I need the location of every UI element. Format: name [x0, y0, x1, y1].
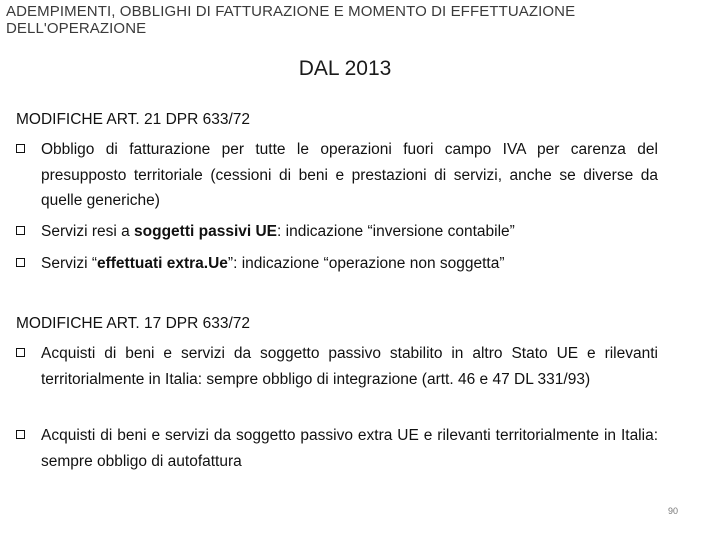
list-item: [16, 341, 658, 392]
bullet-text: [41, 341, 658, 392]
section-heading-art17: MODIFICHE ART. 17 DPR 633/72: [16, 315, 251, 332]
bullet-text-segment: Acquisti di beni e servizi da soggetto passivo stabilito in altro Stato UE e rilevanti territorialmente in Italia: sempre obbligo di integrazione (artt. 46 e 47 DL 331/93): [41, 345, 658, 388]
checkbox-square-icon: [16, 348, 25, 357]
page-number: 90: [667, 506, 678, 516]
section-heading-art21: MODIFICHE ART. 21 DPR 633/72: [16, 111, 251, 128]
list-item: [16, 251, 658, 277]
bullet-text-segment: Servizi “: [41, 255, 97, 272]
page-title: ADEMPIMENTI, OBBLIGHI DI FATTURAZIONE E MOMENTO DI EFFETTUAZIONE DELL'OPERAZIONE: [6, 3, 576, 37]
checkbox-square-icon: [16, 258, 25, 267]
bullet-text: [41, 423, 658, 474]
checkbox-square-icon: [16, 144, 25, 153]
list-item: [16, 423, 658, 474]
bullet-text-segment: Servizi resi a: [41, 223, 135, 240]
bullet-text: [41, 137, 658, 214]
checkbox-square-icon: [16, 226, 25, 235]
bullet-text: [41, 251, 658, 277]
subtitle: DAL 2013: [298, 57, 392, 80]
bullet-text: [41, 219, 658, 245]
list-item: [16, 137, 658, 214]
bullet-text-segment: Obbligo di fatturazione per tutte le operazioni fuori campo IVA per carenza del presupposto territoriale (cessioni di beni e prestazioni di servizi, anche se diverse da quelle generiche): [41, 141, 658, 209]
list-item: [16, 219, 658, 245]
bullet-text-bold: effettuati extra.Ue: [96, 255, 228, 272]
bullet-text-segment: ”: indicazione “operazione non soggetta”: [227, 255, 505, 272]
checkbox-square-icon: [16, 430, 25, 439]
bullet-text-bold: soggetti passivi UE: [134, 223, 278, 240]
bullet-text-segment: Acquisti di beni e servizi da soggetto passivo extra UE e rilevanti territorialmente in Italia: sempre obbligo di autofattura: [41, 427, 658, 470]
bullet-text-segment: : indicazione “inversione contabile”: [277, 223, 515, 240]
